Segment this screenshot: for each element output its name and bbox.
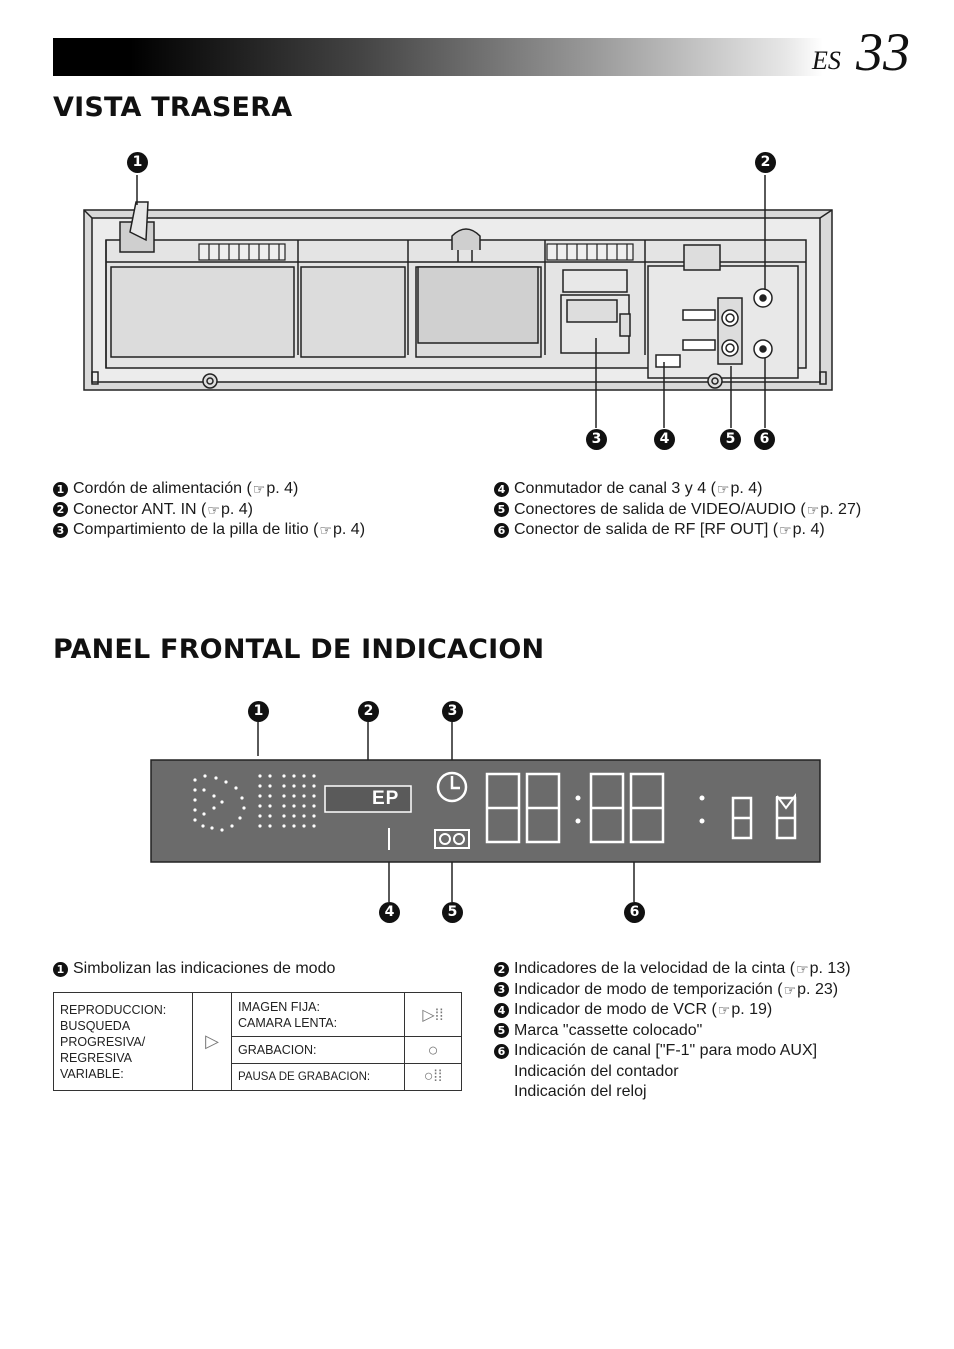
record-label-cell: GRABACION: (232, 1037, 405, 1063)
legend-text: Conmutador de canal 3 y 4 ( (514, 480, 716, 497)
legend-item (494, 500, 861, 521)
ep-indicator: EP (372, 788, 400, 809)
pointing-hand-icon: ☞ (716, 481, 730, 497)
legend-item (494, 1041, 851, 1062)
legend-number: 3 (494, 982, 509, 997)
rear-callout-6: 6 (754, 429, 775, 450)
front-callout-3: 3 (442, 701, 463, 722)
legend-text: Indicador de modo de temporización ( (514, 980, 783, 998)
record-pause-icon: ○⁞⁞ (405, 1063, 462, 1090)
legend-number: 4 (494, 1003, 509, 1018)
legend-number: 6 (494, 523, 509, 538)
rear-legend-right (494, 479, 861, 541)
front-callout-1: 1 (248, 701, 269, 722)
rear-callout-4: 4 (654, 429, 675, 450)
legend-ref: p. 4) (333, 521, 366, 538)
rear-view-title: VISTA TRASERA (53, 92, 293, 123)
legend-text: Indicador de modo de VCR ( (514, 1001, 717, 1018)
still-label-cell (232, 993, 405, 1037)
front-callout-5: 5 (442, 902, 463, 923)
rear-legend-left (53, 479, 365, 541)
table-text: PROGRESIVA/ (60, 1034, 146, 1049)
legend-item (494, 1000, 851, 1021)
legend-text: Simbolizan las indicaciones de modo (73, 960, 336, 977)
legend-item (53, 959, 335, 980)
legend-ref: p. 13) (809, 960, 851, 977)
page-language: ES (812, 46, 841, 75)
pointing-hand-icon: ☞ (717, 1002, 731, 1018)
legend-item (494, 479, 861, 500)
front-legend-right (494, 959, 851, 1103)
play-icon: ▷ (193, 993, 232, 1091)
front-callout-4: 4 (379, 902, 400, 923)
legend-number: 2 (53, 502, 68, 517)
legend-item (53, 520, 365, 541)
playback-label-cell (54, 993, 193, 1091)
legend-number: 5 (494, 1023, 509, 1038)
legend-text: Conector ANT. IN ( (73, 500, 207, 518)
legend-text: Indicación de canal ["F-1" para modo AUX] (514, 1042, 818, 1059)
legend-text: Conector de salida de RF [RF OUT] ( (514, 521, 779, 538)
rear-callout-5: 5 (720, 429, 741, 450)
legend-ref: p. 19) (731, 1001, 773, 1018)
front-panel-diagram (0, 690, 954, 930)
rear-callout-3: 3 (586, 429, 607, 450)
pointing-hand-icon: ☞ (806, 501, 820, 518)
table-text: CAMARA LENTA: (238, 1015, 338, 1030)
legend-ref: p. 27) (820, 500, 862, 518)
legend-item (494, 980, 851, 1001)
rear-view-diagram (0, 0, 954, 470)
legend-text: Conectores de salida de VIDEO/AUDIO ( (514, 500, 806, 518)
legend-item (494, 1021, 851, 1042)
legend-continuation: Indicación del reloj (514, 1083, 647, 1100)
legend-item (53, 479, 365, 500)
legend-ref: p. 4) (220, 500, 253, 518)
pointing-hand-icon: ☞ (207, 501, 220, 518)
record-icon: ○ (405, 1037, 462, 1063)
pointing-hand-icon: ☞ (796, 961, 809, 977)
legend-number: 3 (53, 523, 68, 538)
modes-table (53, 992, 462, 1091)
pointing-hand-icon: ☞ (779, 522, 792, 538)
still-icon: ▷⁞⁞ (405, 993, 462, 1037)
legend-item (494, 520, 861, 541)
front-panel-title: PANEL FRONTAL DE INDICACION (53, 634, 545, 665)
legend-number: 5 (494, 502, 509, 517)
front-legend-left (53, 959, 335, 980)
legend-number: 4 (494, 482, 509, 497)
legend-number: 1 (53, 482, 68, 497)
legend-text: Cordón de alimentación ( (73, 480, 252, 497)
legend-continuation: Indicación del contador (514, 1062, 679, 1080)
legend-ref: p. 23) (797, 980, 839, 998)
legend-number: 6 (494, 1044, 509, 1059)
table-text: REGRESIVA (60, 1050, 133, 1065)
table-text: REPRODUCCION: (60, 1002, 167, 1017)
legend-item (53, 500, 365, 521)
table-text: IMAGEN FIJA: (238, 999, 320, 1014)
pointing-hand-icon: ☞ (252, 481, 266, 497)
legend-number: 1 (53, 962, 68, 977)
legend-number: 2 (494, 962, 509, 977)
legend-text: Compartimiento de la pilla de litio ( (73, 521, 319, 538)
legend-text: Marca "cassette colocado" (514, 1021, 703, 1039)
legend-ref: p. 4) (792, 521, 825, 538)
rear-callout-2: 2 (755, 152, 776, 173)
legend-ref: p. 4) (266, 480, 299, 497)
pointing-hand-icon: ☞ (783, 981, 797, 998)
rear-callout-1: 1 (127, 152, 148, 173)
front-callout-2: 2 (358, 701, 379, 722)
legend-ref: p. 4) (730, 480, 763, 497)
pointing-hand-icon: ☞ (319, 522, 333, 538)
table-text: VARIABLE: (60, 1066, 124, 1081)
legend-text: Indicadores de la velocidad de la cinta ( (514, 960, 796, 977)
front-callout-6: 6 (624, 902, 645, 923)
legend-item (494, 959, 851, 980)
page-number: 33 (856, 22, 910, 82)
table-text: BUSQUEDA (60, 1018, 131, 1033)
record-pause-label-cell: PAUSA DE GRABACION: (232, 1063, 405, 1090)
